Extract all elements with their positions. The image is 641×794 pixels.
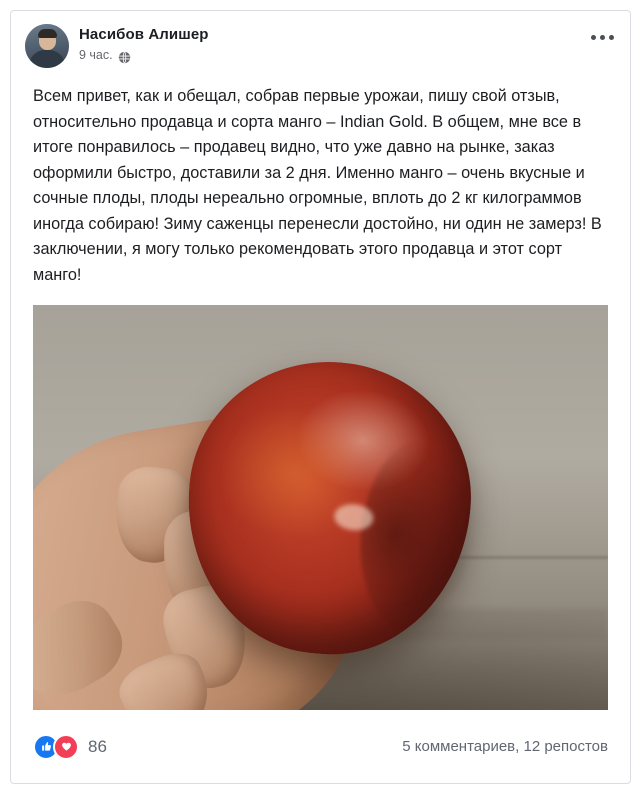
- mango-shadow: [353, 435, 482, 637]
- avatar-hair: [38, 29, 57, 38]
- post-text: Всем привет, как и обещал, собрав первые урожаи, пишу свой отзыв, относительно продавца и сорта манго – Indian Gold. В общем, мне все в итоге понравилось – продавец видно, что уже давно на рынке, заказ оформили быстро, доставили за 2 дня. Именно манго – очень вкусные и сочные плоды, плоды нереально огромные, вплоть до 2 кг килограммов иногда собираю! Зиму саженцы перенесли достойно, ни один не замерз! В заключении, я могу только рекомендовать этого продавца и этот сорт манго!: [33, 87, 607, 284]
- post-card: [10, 10, 631, 784]
- post-meta: [79, 48, 209, 63]
- post-header: [11, 11, 630, 68]
- post-image[interactable]: [33, 305, 608, 710]
- reaction-count: 86: [88, 736, 107, 756]
- more-dot: [600, 35, 605, 40]
- post-author-name[interactable]: Насибов Алишер: [79, 26, 209, 43]
- post-footer: [11, 710, 630, 783]
- globe-icon: [118, 51, 131, 64]
- more-dot: [609, 35, 614, 40]
- reaction-summary[interactable]: [33, 734, 107, 760]
- post-image-content: [33, 305, 608, 710]
- post-author-block: [79, 24, 209, 63]
- comments-shares-count[interactable]: 5 комментариев, 12 репостов: [402, 738, 608, 756]
- more-dot: [591, 35, 596, 40]
- avatar[interactable]: [25, 24, 69, 68]
- post-timestamp[interactable]: 9 час.: [79, 48, 113, 62]
- heart-icon: [53, 734, 79, 760]
- more-options-icon[interactable]: [591, 35, 614, 40]
